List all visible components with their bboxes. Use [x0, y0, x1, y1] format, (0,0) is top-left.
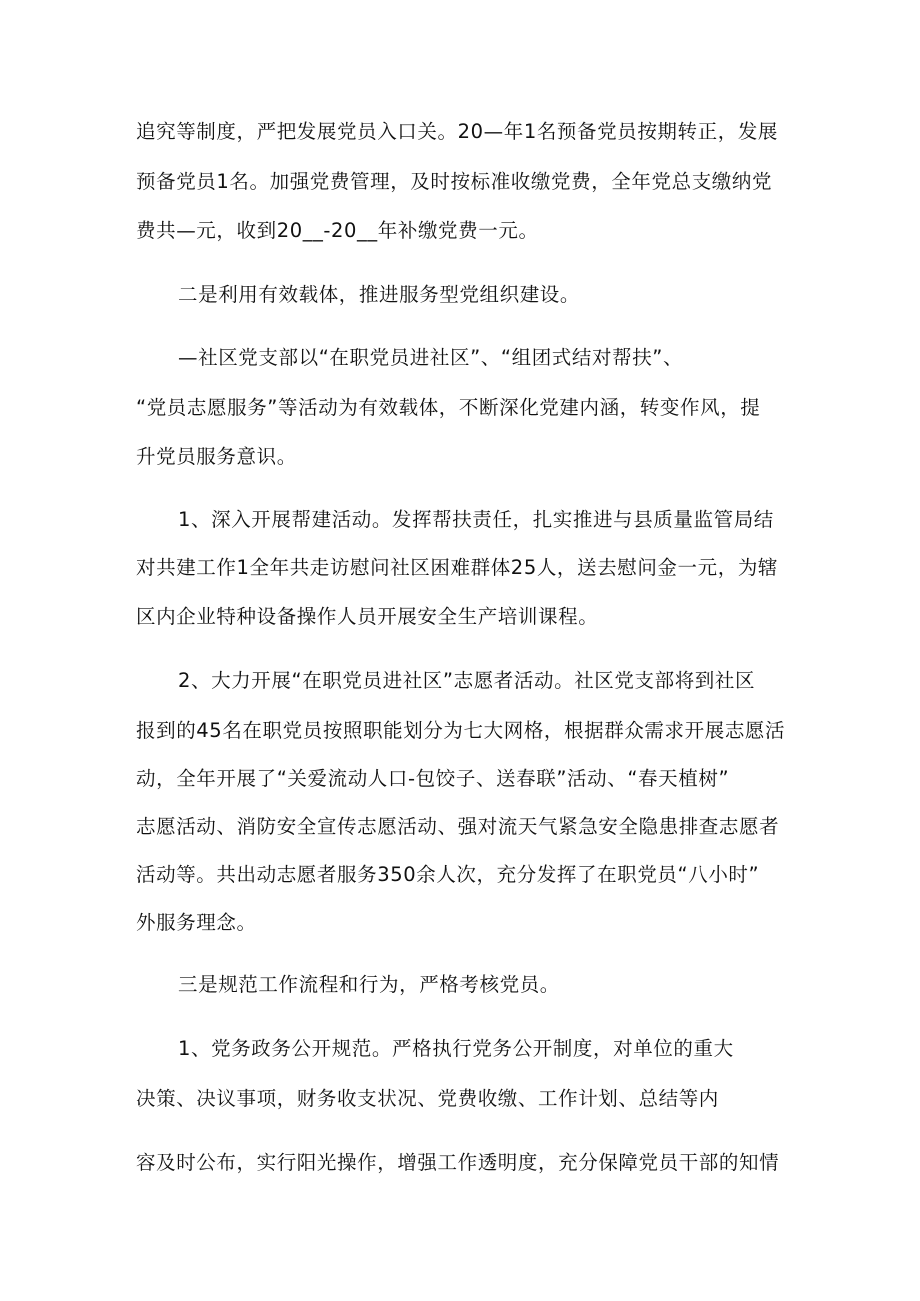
text-line: 追究等制度，严把发展党员入口关。20—年1名预备党员按期转正，发展	[136, 120, 779, 143]
text-line: 外服务理念。	[136, 911, 257, 934]
section-heading: 二是利用有效载体，推进服务型党组织建设。	[178, 283, 581, 306]
text-line: —社区党支部以“在职党员进社区”、“组团式结对帮扶”、	[178, 346, 684, 369]
text-line: 决策、决议事项，财务收支状况、党费收缴、工作计划、总结等内	[136, 1087, 719, 1110]
text-line: 2、大力开展“在职党员进社区”志愿者活动。社区党支部将到社区	[178, 669, 756, 692]
text-line: 费共—元，收到20__-20__年补缴党费一元。	[136, 219, 539, 242]
text-line: “党员志愿服务”等活动为有效载体，不断深化党建内涵，转变作风，提	[136, 396, 761, 419]
text-line: 1、党务政务公开规范。严格执行党务公开制度，对单位的重大	[178, 1037, 734, 1060]
text-line: 1、深入开展帮建活动。发挥帮扶责任，扎实推进与县质量监管局结	[178, 508, 774, 531]
text-line: 动，全年开展了“关爱流动人口-包饺子、送春联”活动、“春天植树”	[136, 767, 730, 790]
text-line: 升党员服务意识。	[136, 445, 297, 468]
text-line: 容及时公布，实行阳光操作，增强工作透明度，充分保障党员干部的知情	[136, 1151, 780, 1174]
text-line: 对共建工作1全年共走访慰问社区困难群体25人，送去慰问金一元，为辖	[136, 556, 779, 579]
text-line: 预备党员1名。加强党费管理，及时按标准收缴党费，全年党总支缴纳党	[136, 170, 773, 193]
text-line: 志愿活动、消防安全宣传志愿活动、强对流天气紧急安全隐患排查志愿者	[136, 815, 780, 838]
text-line: 报到的45名在职党员按照职能划分为七大网格，根据群众需求开展志愿活	[136, 719, 786, 742]
section-heading: 三是规范工作流程和行为，严格考核党员。	[178, 973, 560, 996]
text-line: 活动等。共出动志愿者服务350余人次，充分发挥了在职党员“八小时”	[136, 863, 760, 886]
text-line: 区内企业特种设备操作人员开展安全生产培训课程。	[136, 605, 599, 628]
